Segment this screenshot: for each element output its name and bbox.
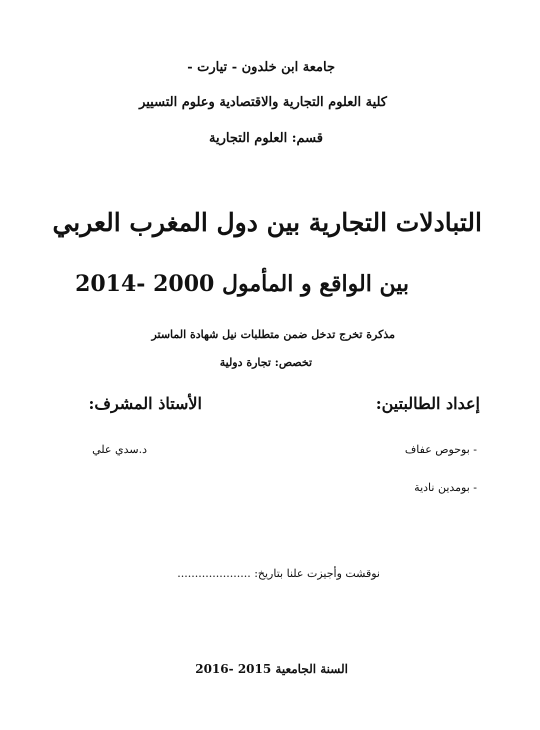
students-label: إعداد الطالبتين: bbox=[375, 394, 480, 413]
thesis-title-line-2: بين الواقع و المأمول 2000 -2014 bbox=[75, 271, 409, 297]
university-name: جامعة ابن خلدون - تيارت - bbox=[187, 60, 335, 75]
academic-year: السنة الجامعية 2015 -2016 bbox=[195, 662, 348, 676]
discussion-date-line: نوقشت وأجيزت علنا بتاريخ: ..................... bbox=[177, 567, 380, 580]
supervisor-label: الأستاذ المشرف: bbox=[88, 394, 202, 413]
specialty: تخصص: تجارة دولية bbox=[219, 356, 312, 369]
memo-description: مذكرة تخرج تدخل ضمن متطلبات نيل شهادة الماستر bbox=[151, 328, 395, 341]
student-name-2: - بومدين نادية bbox=[414, 481, 477, 494]
faculty-name: كلية العلوم التجارية والاقتصادية وعلوم التسيير bbox=[139, 95, 387, 110]
thesis-title-line-1: التبادلات التجارية بين دول المغرب العربي bbox=[52, 208, 482, 237]
department-name: قسم: العلوم التجارية bbox=[209, 131, 323, 146]
supervisor-name: د.سدي علي bbox=[92, 443, 147, 456]
student-name-1: - بوحوص عفاف bbox=[404, 443, 477, 456]
